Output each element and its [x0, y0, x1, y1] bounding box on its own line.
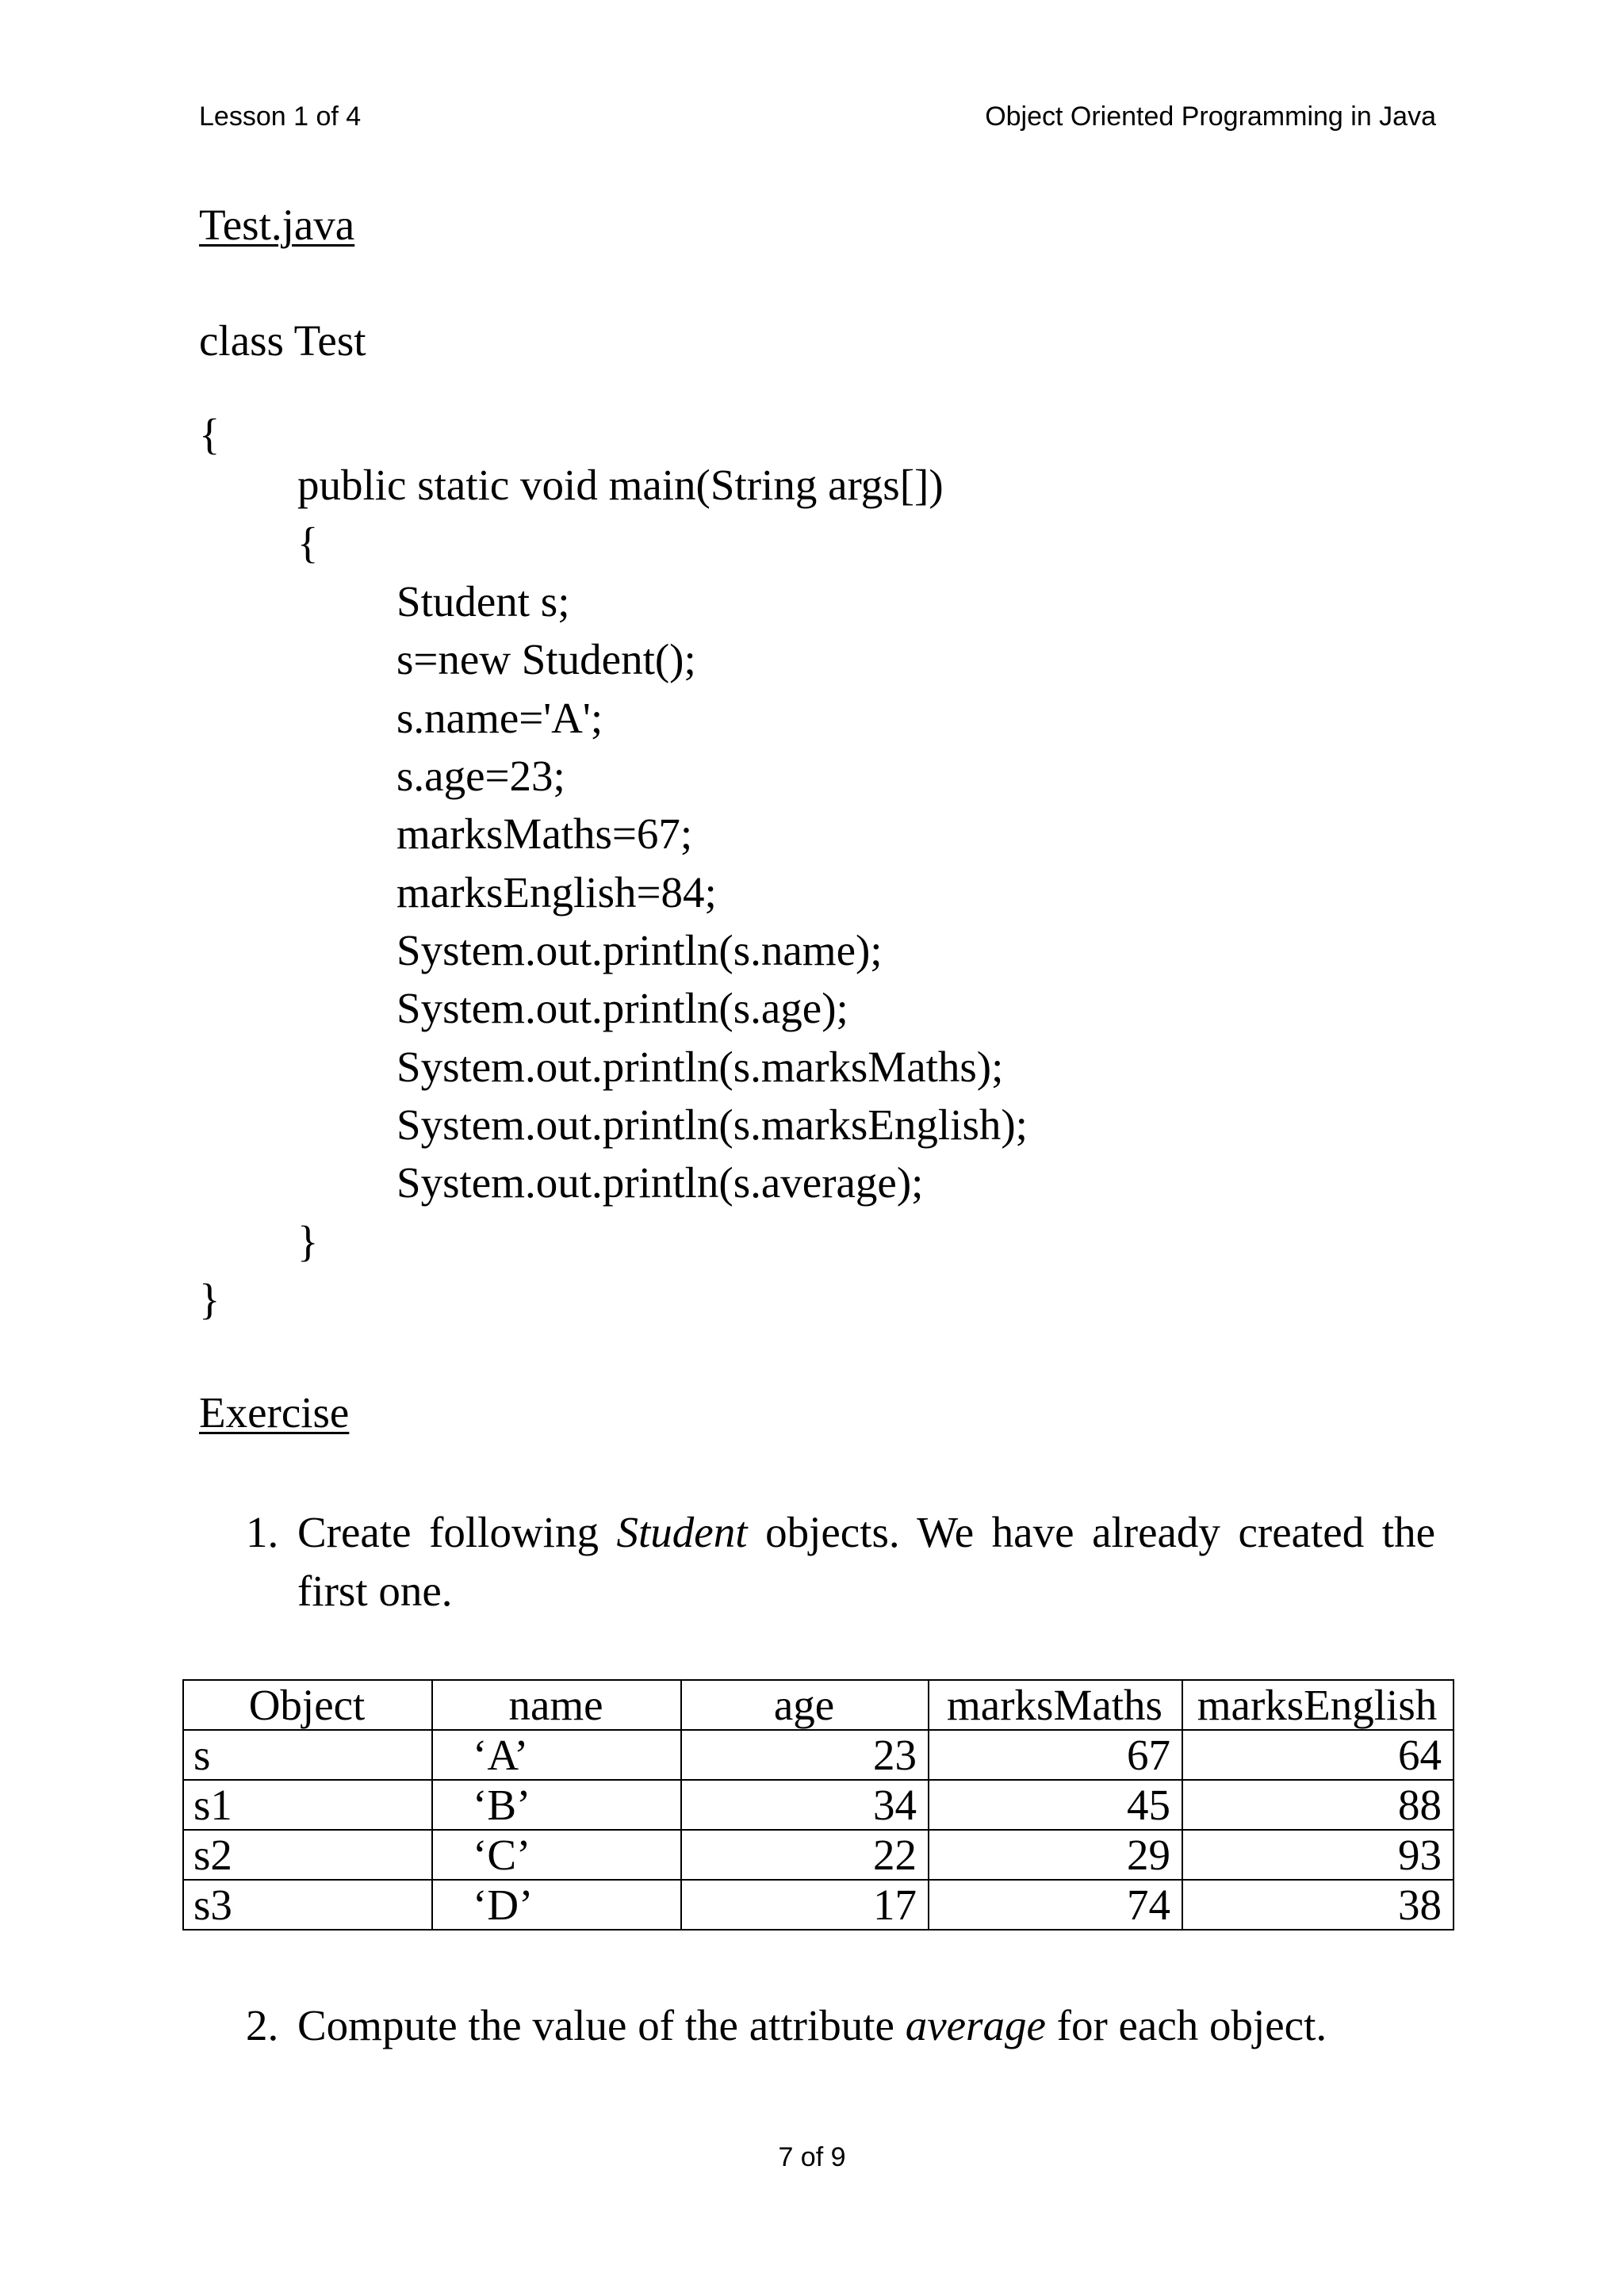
- exercise-heading: Exercise: [199, 1388, 350, 1437]
- col-header-object: Object: [183, 1680, 432, 1730]
- code-line: marksEnglish=84;: [396, 868, 717, 916]
- cell-marks-maths: 29: [929, 1830, 1182, 1880]
- table-row: [183, 1880, 1454, 1930]
- col-header-age: age: [681, 1680, 929, 1730]
- cell-marks-maths: 67: [929, 1730, 1182, 1780]
- item-1-line-2: first one.: [297, 1567, 453, 1615]
- cell-object: s: [183, 1730, 432, 1780]
- cell-object: s1: [183, 1780, 432, 1830]
- cell-age: 17: [681, 1880, 929, 1930]
- code-line: marksMaths=67;: [396, 809, 693, 858]
- code-open-brace-inner: {: [297, 519, 319, 567]
- code-method-decl: public static void main(String args[]): [297, 461, 944, 509]
- col-header-marks-english: marksEnglish: [1182, 1680, 1454, 1730]
- code-line: System.out.println(s.marksMaths);: [396, 1043, 1004, 1091]
- table-row: [183, 1780, 1454, 1830]
- cell-marks-english: 38: [1182, 1880, 1454, 1930]
- code-line: System.out.println(s.name);: [396, 926, 883, 974]
- cell-marks-maths: 74: [929, 1880, 1182, 1930]
- code-line: System.out.println(s.age);: [396, 984, 848, 1032]
- cell-marks-english: 64: [1182, 1730, 1454, 1780]
- col-header-marks-maths: marksMaths: [929, 1680, 1182, 1730]
- item-1-text-before: Create following: [297, 1508, 617, 1556]
- header-lesson: Lesson 1 of 4: [199, 101, 362, 132]
- code-line: s.name='A';: [396, 694, 603, 742]
- cell-marks-english: 93: [1182, 1830, 1454, 1880]
- cell-name: ‘C’: [432, 1830, 681, 1880]
- item-number: 2.: [246, 2001, 279, 2049]
- item-2-text-before: Compute the value of the attribute: [297, 2001, 906, 2049]
- cell-age: 34: [681, 1780, 929, 1830]
- cell-name: ‘A’: [432, 1730, 681, 1780]
- table-header-row: [183, 1680, 1454, 1730]
- page-number: 7 of 9: [778, 2142, 846, 2172]
- item-1-class-name: Student: [616, 1508, 748, 1556]
- cell-name: ‘D’: [432, 1880, 681, 1930]
- item-2-attribute-name: average: [905, 2001, 1046, 2049]
- item-2-text-after: for each object.: [1045, 2001, 1327, 2049]
- code-line: s.age=23;: [396, 752, 565, 800]
- col-header-name: name: [432, 1680, 681, 1730]
- code-class-decl: class Test: [199, 316, 366, 365]
- header-course-title: Object Oriented Programming in Java: [985, 101, 1436, 132]
- table-row: [183, 1830, 1454, 1880]
- code-line: System.out.println(s.average);: [396, 1158, 924, 1207]
- file-heading: Test.java: [199, 201, 355, 249]
- item-number: 1.: [246, 1508, 279, 1556]
- code-close-brace-outer: }: [199, 1275, 220, 1323]
- code-close-brace-inner: }: [297, 1217, 319, 1265]
- exercise-item-2: [246, 1996, 1435, 2060]
- item-1-line-1: [297, 1503, 1435, 1562]
- code-line: s=new Student();: [396, 635, 696, 683]
- cell-age: 22: [681, 1830, 929, 1880]
- code-line: System.out.println(s.marksEnglish);: [396, 1100, 1028, 1149]
- cell-marks-maths: 45: [929, 1780, 1182, 1830]
- cell-age: 23: [681, 1730, 929, 1780]
- item-1-text-after: objects. We have already created the: [747, 1508, 1435, 1556]
- student-objects-table: [182, 1679, 1454, 1931]
- exercise-item-1: [246, 1503, 1435, 1622]
- code-line: Student s;: [396, 577, 570, 626]
- cell-marks-english: 88: [1182, 1780, 1454, 1830]
- code-open-brace-outer: {: [199, 410, 220, 458]
- cell-name: ‘B’: [432, 1780, 681, 1830]
- cell-object: s2: [183, 1830, 432, 1880]
- table-row: [183, 1730, 1454, 1780]
- cell-object: s3: [183, 1880, 432, 1930]
